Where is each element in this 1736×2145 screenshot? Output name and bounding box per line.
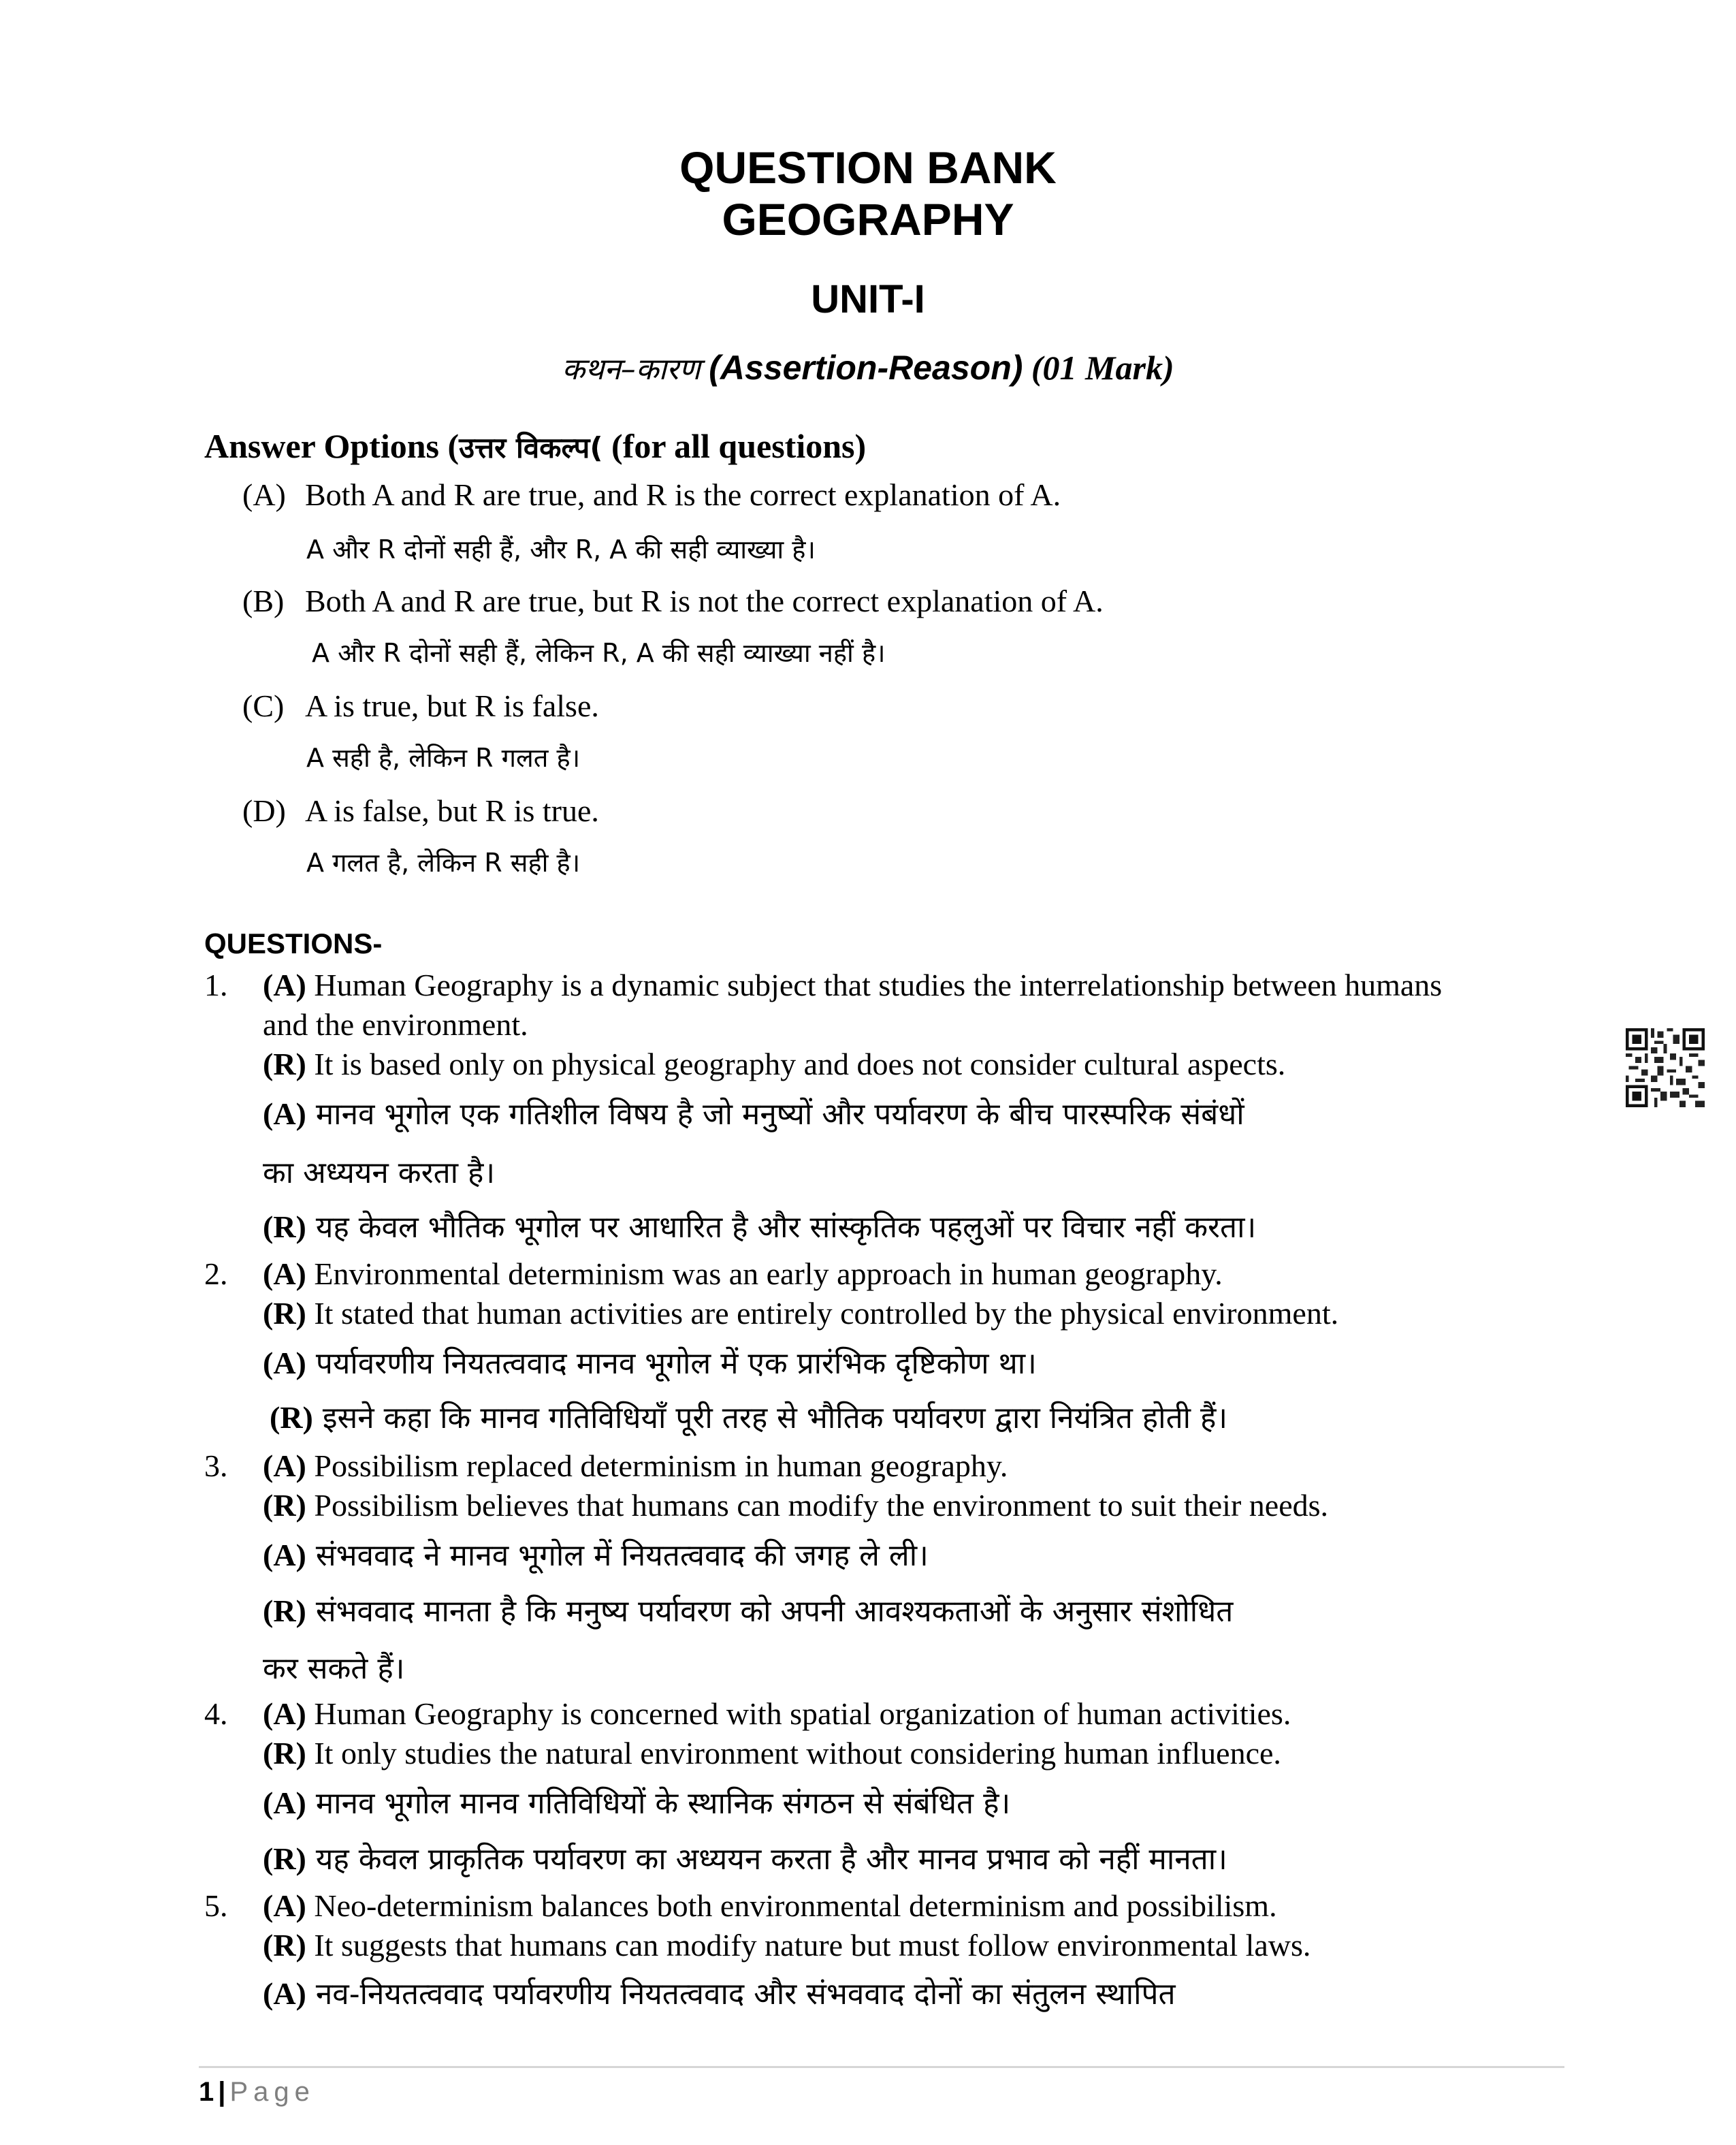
option-label: (A) bbox=[242, 477, 286, 512]
q3-reason-hi-cont: कर सकते हैं। bbox=[263, 1651, 405, 1686]
answer-options-heading bbox=[204, 426, 866, 466]
reason-text-hindi: यह केवल प्राकृतिक पर्यावरण का अध्ययन करता है और मानव प्रभाव को नहीं मानता। bbox=[315, 1842, 1227, 1877]
assertion-text-hindi: मानव भूगोल मानव गतिविधियों के स्थानिक संगठन से संबंधित है। bbox=[315, 1786, 1011, 1821]
reason-text: Possibilism believes that humans can modify the environment to suit their needs. bbox=[314, 1488, 1329, 1523]
answer-option-a-hindi: A और R दोनों सही हैं, और R, A की सही व्याख्या है। bbox=[306, 535, 816, 565]
assertion-label: (A) bbox=[263, 1888, 306, 1923]
reason-label: (R) bbox=[270, 1400, 313, 1435]
assertion-label: (A) bbox=[263, 1096, 306, 1131]
question-number: 4. bbox=[204, 1696, 228, 1731]
q1-reason-en bbox=[263, 1046, 1285, 1082]
question-number: 5. bbox=[204, 1888, 228, 1923]
option-text: A is true, but R is false. bbox=[305, 688, 599, 723]
doc-title-line2: GEOGRAPHY bbox=[722, 194, 1014, 244]
q1-assertion-en-cont: and the environment. bbox=[263, 1007, 528, 1042]
doc-title-line1: QUESTION BANK bbox=[679, 142, 1057, 193]
section-title-english: (Assertion-Reason) bbox=[709, 349, 1023, 387]
reason-text-hindi: यह केवल भौतिक भूगोल पर आधारित है और सांस्कृतिक पहलुओं पर विचार नहीं करता। bbox=[315, 1210, 1257, 1245]
reason-label: (R) bbox=[263, 1593, 306, 1628]
assertion-text: Human Geography is a dynamic subject that studies the interrelationship between humans bbox=[314, 968, 1443, 1002]
q2-assertion-en bbox=[263, 1256, 1223, 1292]
assertion-label: (A) bbox=[263, 1256, 306, 1291]
q4-assertion-hi bbox=[263, 1781, 1010, 1822]
reason-text-hindi: संभववाद मानता है कि मनुष्य पर्यावरण को अपनी आवश्यकताओं के अनुसार संशोधित bbox=[315, 1594, 1234, 1629]
q1-assertion-hi bbox=[263, 1092, 1244, 1133]
answer-option-a bbox=[242, 477, 1061, 513]
reason-label: (R) bbox=[263, 1736, 306, 1770]
qr-code-icon[interactable] bbox=[1626, 1028, 1705, 1107]
reason-text: It only studies the natural environment without considering human influence. bbox=[314, 1736, 1281, 1770]
reason-label: (R) bbox=[263, 1928, 306, 1963]
assertion-text: Human Geography is concerned with spatial organization of human activities. bbox=[314, 1696, 1291, 1731]
assertion-label: (A) bbox=[263, 1785, 306, 1820]
reason-label: (R) bbox=[263, 1841, 306, 1876]
page-number: 1 bbox=[199, 2077, 214, 2107]
section-subtitle bbox=[0, 347, 1736, 388]
answer-options-heading-tail: (for all questions) bbox=[602, 427, 867, 465]
q3-assertion-hi bbox=[263, 1534, 929, 1574]
answer-option-c bbox=[242, 688, 599, 724]
unit-heading: UNIT-I bbox=[811, 277, 925, 321]
footer-separator: | bbox=[218, 2077, 226, 2107]
assertion-text: Possibilism replaced determinism in human geography. bbox=[314, 1448, 1008, 1483]
option-text: Both A and R are true, and R is the correct explanation of A. bbox=[305, 477, 1061, 512]
marks-label: (01 Mark) bbox=[1031, 349, 1174, 387]
reason-text: It stated that human activities are entirely controlled by the physical environment. bbox=[314, 1296, 1339, 1331]
assertion-text-hindi: नव-नियतत्ववाद पर्यावरणीय नियतत्ववाद और संभववाद दोनों का संतुलन स्थापित bbox=[315, 1977, 1176, 2012]
option-label: (B) bbox=[242, 584, 285, 618]
answer-option-d bbox=[242, 793, 599, 829]
reason-label: (R) bbox=[263, 1296, 306, 1331]
footer-divider bbox=[199, 2066, 1564, 2068]
answer-option-d-hindi: A गलत है, लेकिन R सही है। bbox=[306, 848, 581, 878]
q5-assertion-hi bbox=[263, 1972, 1176, 2013]
q2-reason-en bbox=[263, 1295, 1338, 1331]
reason-text: It suggests that humans can modify nature but must follow environmental laws. bbox=[314, 1928, 1311, 1963]
page-footer bbox=[199, 2077, 315, 2108]
assertion-text: Environmental determinism was an early approach in human geography. bbox=[314, 1256, 1223, 1291]
assertion-label: (A) bbox=[263, 1976, 306, 2011]
assertion-label: (A) bbox=[263, 1538, 306, 1572]
q1-reason-hi bbox=[263, 1205, 1256, 1246]
option-label: (C) bbox=[242, 688, 285, 723]
answer-option-c-hindi: A सही है, लेकिन R गलत है। bbox=[306, 743, 581, 773]
reason-label: (R) bbox=[263, 1488, 306, 1523]
reason-label: (R) bbox=[263, 1209, 306, 1244]
page-label: Page bbox=[229, 2077, 315, 2107]
section-title-hindi: कथन–कारण bbox=[562, 352, 701, 387]
answer-options-heading-hi: उत्तर विकल्प( bbox=[459, 431, 603, 464]
answer-options-heading-en: Answer Options ( bbox=[204, 427, 460, 465]
q1-assertion-hi-cont: का अध्ययन करता है। bbox=[263, 1156, 496, 1190]
reason-label: (R) bbox=[263, 1047, 306, 1081]
assertion-label: (A) bbox=[263, 1696, 306, 1731]
q3-assertion-en bbox=[263, 1448, 1008, 1484]
answer-option-b-hindi: A और R दोनों सही हैं, लेकिन R, A की सही व्याख्या नहीं है। bbox=[312, 638, 886, 668]
q2-assertion-hi bbox=[263, 1341, 1037, 1382]
assertion-label: (A) bbox=[263, 1448, 306, 1483]
assertion-text-hindi: संभववाद ने मानव भूगोल में नियतत्ववाद की जगह ले ली। bbox=[315, 1538, 929, 1573]
q1-assertion-en bbox=[263, 967, 1442, 1003]
q4-reason-hi bbox=[263, 1837, 1227, 1878]
q2-reason-hi bbox=[270, 1396, 1227, 1437]
option-label: (D) bbox=[242, 793, 286, 828]
question-number: 1. bbox=[204, 968, 228, 1002]
assertion-text-hindi: पर्यावरणीय नियतत्ववाद मानव भूगोल में एक प्रारंभिक दृष्टिकोण था। bbox=[315, 1346, 1037, 1381]
question-number: 2. bbox=[204, 1256, 228, 1291]
q5-assertion-en bbox=[263, 1888, 1277, 1924]
assertion-label: (A) bbox=[263, 1346, 306, 1380]
q3-reason-hi bbox=[263, 1589, 1233, 1630]
option-text: Both A and R are true, but R is not the correct explanation of A. bbox=[305, 584, 1104, 618]
q5-reason-en bbox=[263, 1927, 1311, 1963]
assertion-text-hindi: मानव भूगोल एक गतिशील विषय है जो मनुष्यों और पर्यावरण के बीच पारस्परिक संबंधों bbox=[315, 1097, 1244, 1132]
questions-heading: QUESTIONS- bbox=[204, 927, 383, 959]
assertion-label: (A) bbox=[263, 968, 306, 1002]
option-text: A is false, but R is true. bbox=[305, 793, 599, 828]
answer-option-b bbox=[242, 583, 1104, 619]
q3-reason-en bbox=[263, 1487, 1328, 1523]
q4-reason-en bbox=[263, 1735, 1281, 1771]
q4-assertion-en bbox=[263, 1696, 1291, 1732]
reason-text-hindi: इसने कहा कि मानव गतिविधियाँ पूरी तरह से भौतिक पर्यावरण द्वारा नियंत्रित होती हैं। bbox=[322, 1401, 1228, 1435]
reason-text: It is based only on physical geography and does not consider cultural aspects. bbox=[314, 1047, 1286, 1081]
question-number: 3. bbox=[204, 1448, 228, 1483]
assertion-text: Neo-determinism balances both environmental determinism and possibilism. bbox=[314, 1888, 1277, 1923]
